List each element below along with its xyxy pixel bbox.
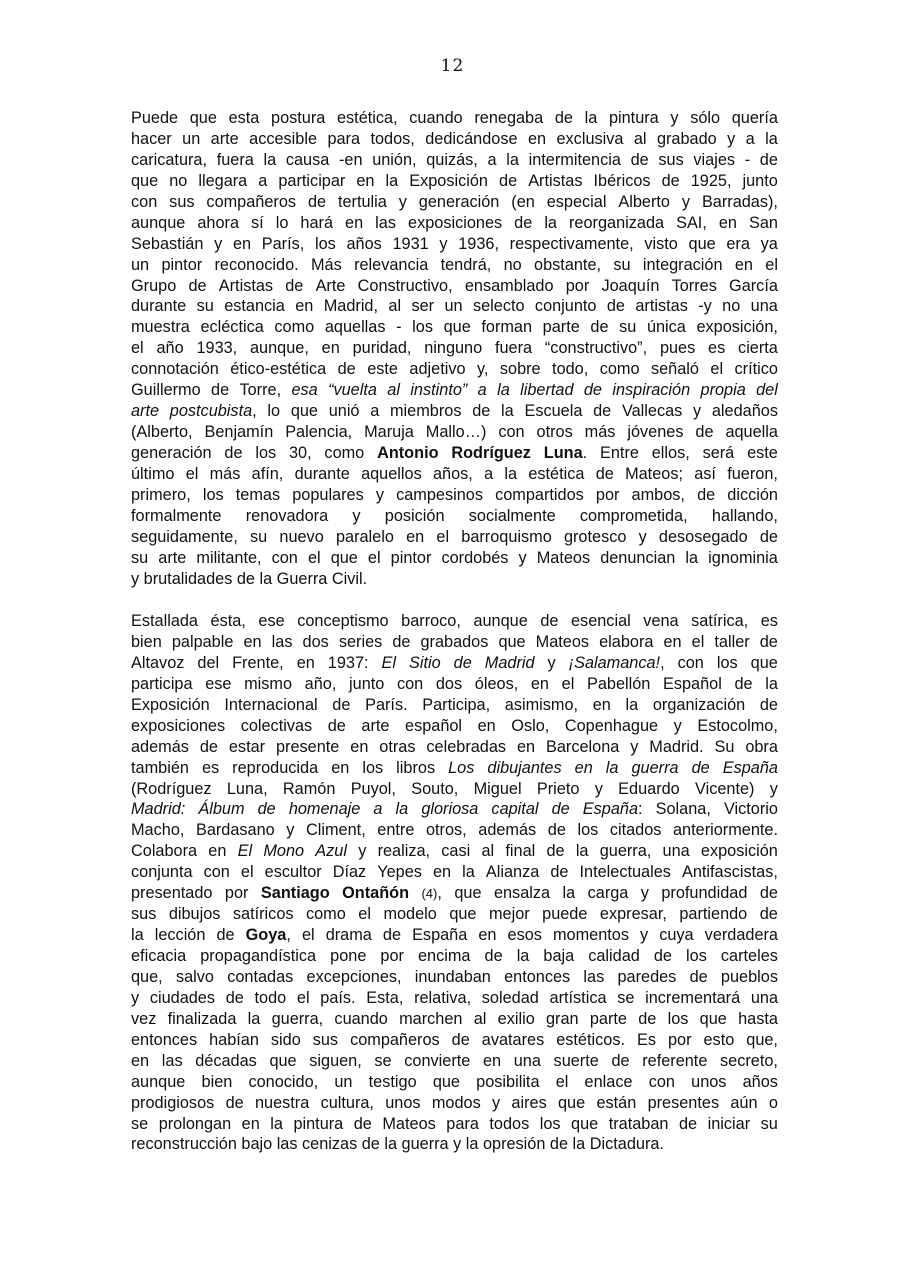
text-line: presentado por Santiago Ontañón (4), que ensalza la carga y profundidad de	[131, 884, 778, 903]
text-line: (Rodríguez Luna, Ramón Puyol, Souto, Miguel Prieto y Eduardo Vicente) y	[131, 779, 778, 798]
text-line: su arte militante, con el que el pintor cordobés y Mateos denuncian la ignominia	[131, 548, 778, 567]
text-line: connotación ético-estética de este adjetivo y, sobre todo, como señaló el crítico	[131, 360, 778, 379]
text-line: además de estar presente en otras celebradas en Barcelona y Madrid. Su obra	[131, 737, 778, 756]
text-line: Madrid: Álbum de homenaje a la gloriosa capital de España: Solana, Victorio	[131, 800, 778, 819]
text-line: con sus compañeros de tertulia y generación (en especial Alberto y Barradas),	[131, 192, 778, 211]
text-line: el año 1933, aunque, en puridad, ninguno fuera “constructivo”, pues es cierta	[131, 339, 778, 358]
text-line: último el más afín, durante aquellos años, a la estética de Mateos; así fueron,	[131, 464, 778, 483]
text-line: Altavoz del Frente, en 1937: El Sitio de Madrid y ¡Salamanca!, con los que	[131, 653, 778, 672]
text-line: aunque ahora sí lo hará en las exposiciones de la reorganizada SAI, en San	[131, 213, 778, 232]
text-line: seguidamente, su nuevo paralelo en el barroquismo grotesco y desosegado de	[131, 527, 778, 546]
text-line: también es reproducida en los libros Los dibujantes en la guerra de España	[131, 758, 778, 777]
text-line: prodigiosos de nuestra cultura, unos modos y aires que están presentes aún o	[131, 1093, 778, 1112]
text-line: primero, los temas populares y campesinos compartidos por ambos, de dicción	[131, 485, 778, 504]
paragraph-2	[131, 611, 778, 1155]
text-line: la lección de Goya, el drama de España en esos momentos y cuya verdadera	[131, 926, 778, 945]
text-line: sus dibujos satíricos como el modelo que mejor puede expresar, partiendo de	[131, 905, 778, 924]
text-line: Grupo de Artistas de Arte Constructivo, ensamblado por Joaquín Torres García	[131, 276, 778, 295]
text-line: Macho, Bardasano y Climent, entre otros, además de los citados anteriormente.	[131, 821, 778, 840]
text-line: y ciudades de todo el país. Esta, relativa, soledad artística se incrementará una	[131, 988, 778, 1007]
text-line: que no llegara a participar en la Exposición de Artistas Ibéricos de 1925, junto	[131, 171, 778, 190]
text-line: muestra ecléctica como aquellas - los que forman parte de su única exposición,	[131, 318, 778, 337]
text-line: Guillermo de Torre, esa “vuelta al instinto” a la libertad de inspiración propia del	[131, 381, 778, 400]
text-line: reconstrucción bajo las cenizas de la guerra y la opresión de la Dictadura.	[131, 1135, 664, 1154]
text-line: hacer un arte accesible para todos, dedicándose en exclusiva al grabado y a la	[131, 129, 778, 148]
text-line: entonces habían sido sus compañeros de avatares estéticos. Es por esto que,	[131, 1030, 778, 1049]
text-line: (Alberto, Benjamín Palencia, Maruja Mallo…) con otros más jóvenes de aquella	[131, 423, 778, 442]
text-line: formalmente renovadora y posición socialmente comprometida, hallando,	[131, 506, 778, 525]
text-line: aunque bien conocido, un testigo que posibilita el enlace con unos años	[131, 1072, 778, 1091]
text-line: Sebastián y en París, los años 1931 y 1936, respectivamente, visto que era ya	[131, 234, 778, 253]
text-line: bien palpable en las dos series de grabados que Mateos elabora en el taller de	[131, 632, 778, 651]
text-line: participa ese mismo año, junto con dos óleos, en el Pabellón Español de la	[131, 674, 778, 693]
text-line: Estallada ésta, ese conceptismo barroco, aunque de esencial vena satírica, es	[131, 612, 778, 630]
text-line: se prolongan en la pintura de Mateos para todos los que trataban de iniciar su	[131, 1114, 778, 1133]
text-line: Puede que esta postura estética, cuando renegaba de la pintura y sólo quería	[131, 109, 778, 127]
text-line: conjunta con el escultor Díaz Yepes en la Alianza de Intelectuales Antifascistas,	[131, 863, 778, 882]
text-line: Colabora en El Mono Azul y realiza, casi al final de la guerra, una exposición	[131, 842, 778, 861]
text-line: vez finalizada la guerra, cuando marchen al exilio gran parte de los que hasta	[131, 1009, 778, 1028]
text-line: arte postcubista, lo que unió a miembros de la Escuela de Vallecas y aledaños	[131, 402, 778, 421]
text-line: que, salvo contadas excepciones, inundaban entonces las paredes de pueblos	[131, 967, 778, 986]
text-line: generación de los 30, como Antonio Rodríguez Luna. Entre ellos, será este	[131, 444, 778, 462]
text-line: caricatura, fuera la causa -en unión, quizás, a la intermitencia de sus viajes - de	[131, 150, 778, 169]
text-line: exposiciones colectivas de arte español en Oslo, Copenhague y Estocolmo,	[131, 716, 778, 735]
text-line: un pintor reconocido. Más relevancia tendrá, no obstante, su integración en el	[131, 255, 778, 274]
text-line: eficacia propagandística pone por encima de la baja calidad de los carteles	[131, 947, 778, 965]
paragraph-1	[131, 108, 778, 590]
page-number: 12	[440, 56, 465, 76]
text-line: Exposición Internacional de París. Participa, asimismo, en la organización de	[131, 695, 778, 714]
text-line: durante su estancia en Madrid, al ser un selecto conjunto de artistas -y no una	[131, 297, 778, 316]
text-line: en las décadas que siguen, se convierte en una suerte de referente secreto,	[131, 1051, 778, 1070]
text-line: y brutalidades de la Guerra Civil.	[131, 569, 368, 588]
